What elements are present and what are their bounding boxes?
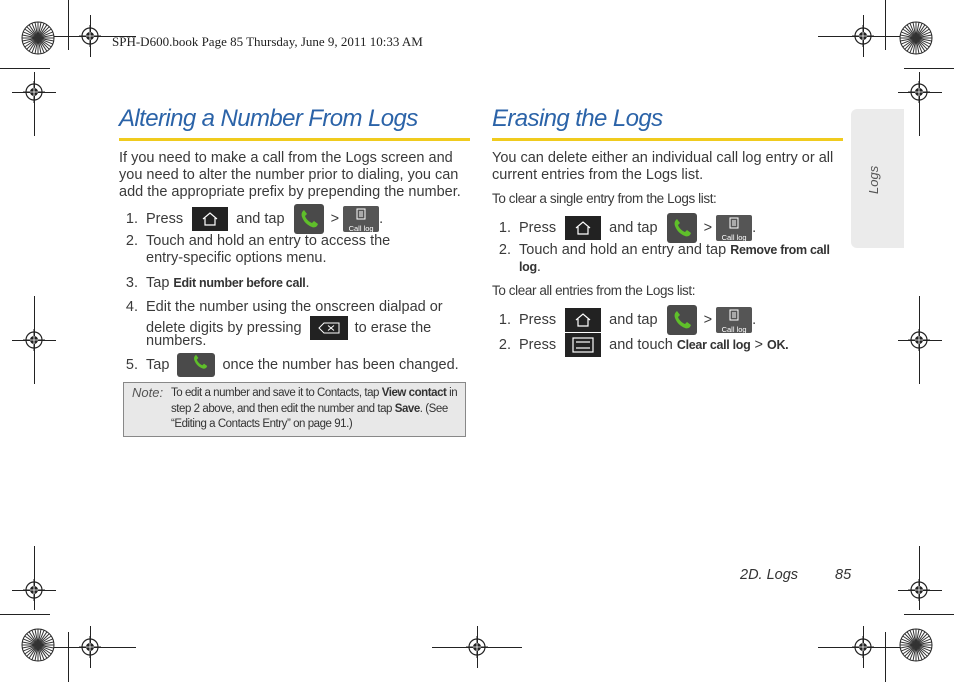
all-step-1: 1. Press and tap > Call log. [487,305,756,335]
call-log-icon[interactable] [716,307,752,333]
sunburst-mark-icon [21,628,55,662]
crop-mark [904,68,954,69]
step-text: Touch and hold an entry to access the [146,233,391,249]
heading-rule [119,138,470,141]
step-text: Edit the number using the onscreen dialpad or [146,299,443,315]
separator: > [703,219,713,236]
step-text: once the number has been changed. [222,356,459,373]
step-3 [114,275,309,292]
single-step-2 [487,242,830,276]
punctuation: . [536,259,541,275]
registration-mark-icon [466,636,488,658]
heading-rule [492,138,843,141]
section-heading-altering: Altering a Number From Logs [119,105,418,132]
footer-section: 2D. Logs [740,567,799,583]
note-text-part: To edit a number and save it to Contacts, tap [171,387,382,399]
registration-mark-icon [23,329,45,351]
all-step-2 [487,333,788,357]
step-text: Press [519,311,557,328]
crop-mark [0,68,50,69]
registration-mark-icon [23,81,45,103]
phone-icon[interactable] [294,204,324,234]
step-number: 2. [498,242,511,258]
registration-mark-icon [852,636,874,658]
step-text: and touch [609,336,673,353]
sunburst-mark-icon [899,21,933,55]
section-heading-erasing: Erasing the Logs [492,105,663,132]
step-1: 1. Press and tap > Call log. [114,204,383,234]
step-number: 3. [125,275,138,291]
step-number: 1. [125,210,138,227]
punctuation: . [305,275,310,291]
crop-mark [904,614,954,615]
phone-icon[interactable] [667,213,697,243]
crop-mark [68,0,69,50]
step-text: delete digits by pressing [146,319,302,336]
step-text: and tap [236,210,285,227]
step-number: 2. [498,336,511,353]
step-5 [114,353,459,377]
step-number: 4. [125,299,138,315]
step-text: Press [519,336,557,353]
single-step-1: 1. Press and tap > Call log. [487,213,756,243]
call-log-label: Call log [721,325,747,334]
step-text: Touch and hold an entry and tap [519,242,727,258]
intro-paragraph: If you need to make a call from the Logs screen and you need to alter the number prior to dialing, you can add the appropriate prefix by prepending the number. [119,150,461,200]
step-text: Press [519,219,557,236]
call-log-label: Call log [348,224,374,233]
intro-paragraph: You can delete either an individual call log entry or all current entries from the Logs list. [492,150,834,183]
page-number: 85 [835,567,852,583]
menu-option-label: OK. [767,337,789,352]
call-log-icon[interactable] [343,206,379,232]
step-number: 5. [125,356,138,373]
sunburst-mark-icon [899,628,933,662]
phone-icon[interactable] [667,305,697,335]
menu-option-label: Edit number before call [173,276,306,290]
step-4-line-3 [146,333,206,350]
step-text: Tap [146,356,170,373]
step-text: and tap [609,311,658,328]
step-number: 2. [125,233,138,249]
note-text [171,386,461,433]
menu-option-label: log [519,260,537,274]
sunburst-mark-icon [21,21,55,55]
registration-mark-icon [908,81,930,103]
note-bold-part: Save [394,402,420,415]
registration-mark-icon [79,25,101,47]
subheading-single: To clear a single entry from the Logs list: [492,191,717,206]
step-2 [114,233,390,267]
step-text: Tap [146,275,170,291]
note-box [123,382,466,437]
step-text: and tap [609,219,658,236]
side-tab-label: Logs [866,165,881,194]
step-text: Press [146,210,184,227]
home-key-icon[interactable] [565,308,601,332]
step-text: to erase the [354,319,432,336]
registration-mark-icon [908,329,930,351]
step-text: entry-specific options menu. [146,250,327,266]
separator: > [330,210,340,227]
menu-key-icon[interactable] [565,333,601,357]
step-number: 1. [498,311,511,328]
crop-mark [68,632,69,682]
registration-mark-icon [852,25,874,47]
crop-mark [885,632,886,682]
registration-mark-icon [23,579,45,601]
registration-mark-icon [79,636,101,658]
note-bold-part: View contact [381,387,447,399]
separator: > [754,336,763,353]
step-number: 1. [498,219,511,236]
print-info-line: SPH-D600.book Page 85 Thursday, June 9, 2011 10:33 AM [112,34,423,49]
delete-key-icon[interactable] [310,316,348,340]
call-log-icon[interactable] [716,215,752,241]
separator: > [703,311,713,328]
crop-mark [0,614,50,615]
menu-option-label: Remove from call [730,243,830,257]
note-text-part: . (See “Editing a Contacts Entry” on page 91.) [171,402,448,430]
step-text: numbers. [146,333,207,349]
note-label: Note: [132,385,164,400]
step-4 [114,299,443,316]
home-key-icon[interactable] [192,207,228,231]
registration-mark-icon [908,579,930,601]
phone-icon[interactable] [177,353,215,377]
call-log-label: Call log [721,233,747,242]
note-text-part: in step 2 above, and then edit the number and tap [171,387,458,415]
menu-option-label: Clear call log [676,337,751,352]
subheading-all: To clear all entries from the Logs list: [492,283,696,298]
home-key-icon[interactable] [565,216,601,240]
crop-mark [885,0,886,50]
